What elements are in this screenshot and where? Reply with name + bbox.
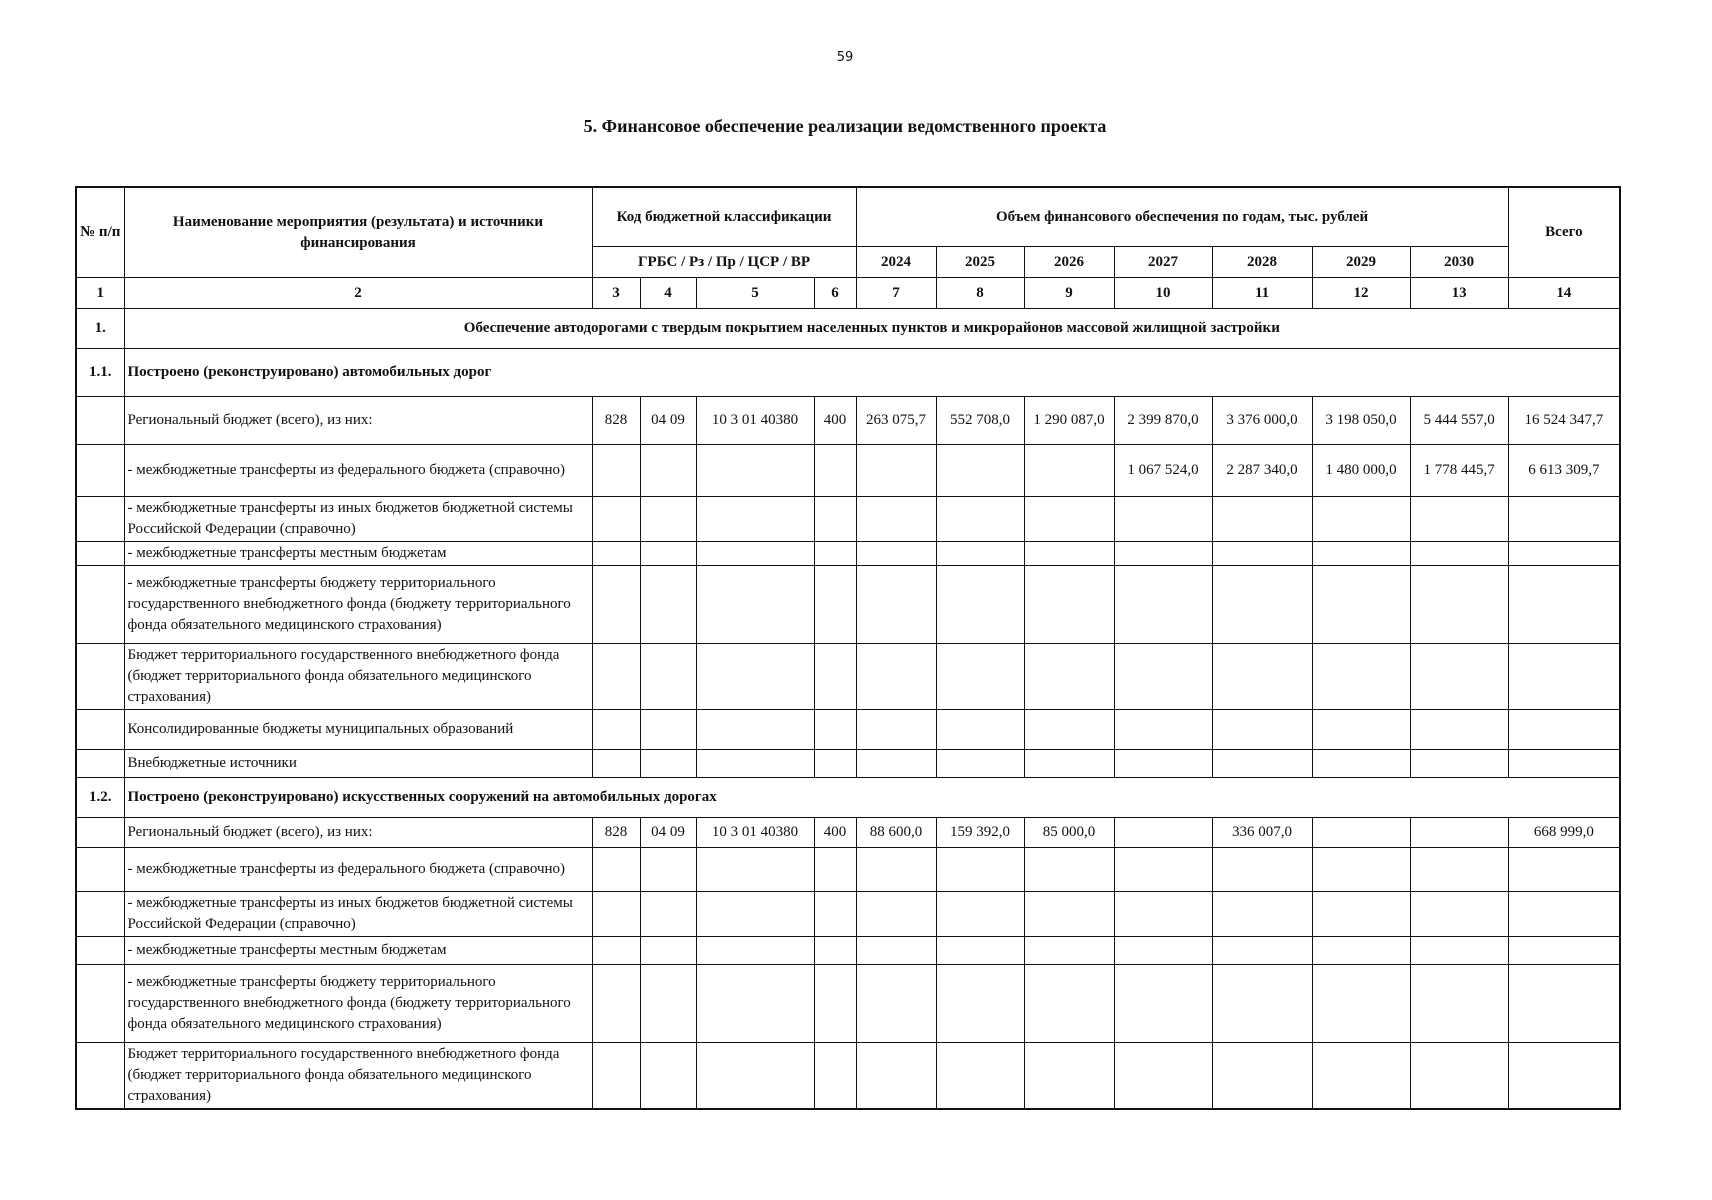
kbk-cell [640,497,696,542]
total-cell [1508,542,1620,566]
total-cell: 16 524 347,7 [1508,397,1620,445]
year-value-cell [936,445,1024,497]
row-num-cell [76,848,124,892]
kbk-cell: 04 09 [640,818,696,848]
year-value-cell [1114,644,1212,710]
row-source-name: Региональный бюджет (всего), из них: [124,818,592,848]
row-source-name: - межбюджетные трансферты местным бюджетам [124,542,592,566]
kbk-cell [814,1043,856,1110]
year-value-cell [1024,965,1114,1043]
year-value-cell [1410,965,1508,1043]
header-num: № п/п [76,187,124,278]
row-num-cell [76,965,124,1043]
year-value-cell [1212,497,1312,542]
kbk-cell [696,965,814,1043]
kbk-cell [640,750,696,778]
row-num-cell [76,750,124,778]
kbk-cell [696,892,814,937]
total-cell: 6 613 309,7 [1508,445,1620,497]
kbk-cell: 10 3 01 40380 [696,397,814,445]
kbk-cell [640,937,696,965]
kbk-cell [696,566,814,644]
year-value-cell [1312,497,1410,542]
header-year: 2027 [1114,247,1212,278]
col-number: 10 [1114,278,1212,309]
section-title: Обеспечение автодорогами с твердым покрытием населенных пунктов и микрорайонов массовой жилищной застройки [124,309,1620,349]
year-value-cell [856,497,936,542]
year-value-cell [1024,848,1114,892]
subsection-row [76,778,1620,818]
row-num-cell [76,542,124,566]
year-value-cell: 1 778 445,7 [1410,445,1508,497]
kbk-cell [696,644,814,710]
year-value-cell: 2 399 870,0 [1114,397,1212,445]
col-number: 2 [124,278,592,309]
row-num-cell [76,937,124,965]
year-value-cell [936,892,1024,937]
row-num-cell [76,566,124,644]
total-cell [1508,566,1620,644]
year-value-cell [856,750,936,778]
header-year: 2030 [1410,247,1508,278]
row-num-cell [76,1043,124,1110]
kbk-cell [640,710,696,750]
year-value-cell: 2 287 340,0 [1212,445,1312,497]
table-row [76,445,1620,497]
kbk-cell [696,497,814,542]
year-value-cell [1312,542,1410,566]
year-value-cell [1212,566,1312,644]
kbk-cell [640,965,696,1043]
total-cell: 668 999,0 [1508,818,1620,848]
total-cell [1508,644,1620,710]
row-source-name: Консолидированные бюджеты муниципальных образований [124,710,592,750]
year-value-cell [1410,818,1508,848]
year-value-cell [1312,965,1410,1043]
kbk-cell [696,750,814,778]
year-value-cell [1410,750,1508,778]
kbk-cell: 10 3 01 40380 [696,818,814,848]
kbk-cell [592,937,640,965]
year-value-cell [1212,644,1312,710]
row-num-cell [76,497,124,542]
header-year: 2029 [1312,247,1410,278]
year-value-cell [856,566,936,644]
year-value-cell: 159 392,0 [936,818,1024,848]
row-source-name: - межбюджетные трансферты из иных бюджетов бюджетной системы Российской Федерации (справочно) [124,497,592,542]
row-num-cell [76,892,124,937]
kbk-cell: 04 09 [640,397,696,445]
section-row [76,309,1620,349]
year-value-cell [1114,566,1212,644]
total-cell [1508,965,1620,1043]
header-volume: Объем финансового обеспечения по годам, тыс. рублей [856,187,1508,247]
subsection-row [76,349,1620,397]
year-value-cell: 88 600,0 [856,818,936,848]
total-cell [1508,937,1620,965]
year-value-cell [856,1043,936,1110]
row-source-name: - межбюджетные трансферты местным бюджетам [124,937,592,965]
kbk-cell [814,750,856,778]
year-value-cell [1312,710,1410,750]
year-value-cell [1410,937,1508,965]
table-row [76,397,1620,445]
year-value-cell [936,937,1024,965]
year-value-cell [1114,892,1212,937]
year-value-cell [936,1043,1024,1110]
year-value-cell: 336 007,0 [1212,818,1312,848]
table-row [76,965,1620,1043]
kbk-cell: 828 [592,397,640,445]
kbk-cell [814,892,856,937]
kbk-cell [592,566,640,644]
year-value-cell [1114,710,1212,750]
table-row [76,937,1620,965]
header-kbk: Код бюджетной классификации [592,187,856,247]
kbk-cell: 400 [814,397,856,445]
year-value-cell [1312,750,1410,778]
year-value-cell [1410,892,1508,937]
kbk-cell [592,542,640,566]
year-value-cell [1312,848,1410,892]
kbk-cell [592,710,640,750]
table-row [76,644,1620,710]
year-value-cell [1212,937,1312,965]
kbk-cell [814,542,856,566]
year-value-cell [936,750,1024,778]
year-value-cell [1212,542,1312,566]
page-title: 5. Финансовое обеспечение реализации ведомственного проекта [583,116,1107,136]
year-value-cell: 1 480 000,0 [1312,445,1410,497]
page-number: 59 [836,50,854,65]
kbk-cell [592,848,640,892]
year-value-cell [1212,892,1312,937]
kbk-cell [592,445,640,497]
year-value-cell [1114,965,1212,1043]
table-row [76,710,1620,750]
year-value-cell [856,848,936,892]
total-cell [1508,892,1620,937]
year-value-cell: 263 075,7 [856,397,936,445]
year-value-cell: 3 376 000,0 [1212,397,1312,445]
year-value-cell [1024,497,1114,542]
year-value-cell [1212,848,1312,892]
total-cell [1508,710,1620,750]
year-value-cell [1024,1043,1114,1110]
year-value-cell [1410,542,1508,566]
col-number: 8 [936,278,1024,309]
year-value-cell [1212,1043,1312,1110]
year-value-cell [1114,818,1212,848]
year-value-cell [1410,1043,1508,1110]
row-num-cell [76,445,124,497]
year-value-cell [936,644,1024,710]
year-value-cell [1312,818,1410,848]
row-source-name: Внебюджетные источники [124,750,592,778]
kbk-cell [640,1043,696,1110]
year-value-cell [1312,566,1410,644]
kbk-cell [814,566,856,644]
year-value-cell [1410,710,1508,750]
row-num-cell [76,397,124,445]
financing-table [75,186,1621,1110]
year-value-cell: 3 198 050,0 [1312,397,1410,445]
row-source-name: Бюджет территориального государственного внебюджетного фонда (бюджет территориального фонда обязательного медицинского страхования) [124,644,592,710]
total-cell [1508,750,1620,778]
total-cell [1508,848,1620,892]
table-row [76,542,1620,566]
kbk-cell: 400 [814,818,856,848]
col-number: 11 [1212,278,1312,309]
table-row [76,566,1620,644]
row-source-name: - межбюджетные трансферты из федерального бюджета (справочно) [124,445,592,497]
kbk-cell [696,1043,814,1110]
subsection-title: Построено (реконструировано) искусственных сооружений на автомобильных дорогах [124,778,1620,818]
year-value-cell [856,937,936,965]
year-value-cell [1024,750,1114,778]
year-value-cell [856,710,936,750]
kbk-cell [640,848,696,892]
col-number: 14 [1508,278,1620,309]
header-year: 2026 [1024,247,1114,278]
table-row [76,750,1620,778]
col-number: 4 [640,278,696,309]
kbk-cell [640,892,696,937]
col-number: 9 [1024,278,1114,309]
year-value-cell [1114,1043,1212,1110]
table-row [76,818,1620,848]
year-value-cell [1410,644,1508,710]
year-value-cell [1212,750,1312,778]
year-value-cell [1212,965,1312,1043]
row-source-name: Бюджет территориального государственного внебюджетного фонда (бюджет территориального фонда обязательного медицинского страхования) [124,1043,592,1110]
year-value-cell [936,542,1024,566]
kbk-cell [696,445,814,497]
kbk-cell [592,965,640,1043]
header-total: Всего [1508,187,1620,278]
year-value-cell: 552 708,0 [936,397,1024,445]
year-value-cell [1024,445,1114,497]
col-number: 3 [592,278,640,309]
kbk-cell [592,892,640,937]
row-num-cell [76,644,124,710]
year-value-cell [1312,937,1410,965]
year-value-cell [1114,848,1212,892]
year-value-cell [1114,497,1212,542]
kbk-cell [814,965,856,1043]
year-value-cell [856,965,936,1043]
header-year: 2024 [856,247,936,278]
year-value-cell [1114,937,1212,965]
kbk-cell [814,644,856,710]
year-value-cell [1410,497,1508,542]
year-value-cell [1024,542,1114,566]
subsection-num: 1.1. [76,349,124,397]
year-value-cell [1114,542,1212,566]
row-num-cell [76,710,124,750]
year-value-cell [1312,1043,1410,1110]
year-value-cell [1024,644,1114,710]
year-value-cell [856,644,936,710]
kbk-cell [814,710,856,750]
kbk-cell [814,497,856,542]
section-num: 1. [76,309,124,349]
table-row [76,848,1620,892]
total-cell [1508,497,1620,542]
year-value-cell [936,710,1024,750]
year-value-cell [1410,566,1508,644]
year-value-cell [1410,848,1508,892]
col-number: 13 [1410,278,1508,309]
kbk-cell [696,542,814,566]
kbk-cell [592,497,640,542]
col-number: 12 [1312,278,1410,309]
row-source-name: - межбюджетные трансферты бюджету территориального государственного внебюджетного фонда (бюджету территориального фонда обязательного медицинского страхования) [124,566,592,644]
row-num-cell [76,818,124,848]
kbk-cell [592,1043,640,1110]
year-value-cell [1024,710,1114,750]
table-row [76,497,1620,542]
kbk-cell [696,937,814,965]
year-value-cell [936,497,1024,542]
year-value-cell [1024,892,1114,937]
col-number: 5 [696,278,814,309]
kbk-cell [640,542,696,566]
kbk-cell [814,848,856,892]
header-name: Наименование мероприятия (результата) и источники финансирования [124,187,592,278]
kbk-cell [592,750,640,778]
table-body [76,309,1620,1110]
year-value-cell: 1 290 087,0 [1024,397,1114,445]
row-source-name: - межбюджетные трансферты из федерального бюджета (справочно) [124,848,592,892]
col-number: 1 [76,278,124,309]
col-number: 7 [856,278,936,309]
year-value-cell [1312,892,1410,937]
kbk-cell [640,644,696,710]
year-value-cell [856,892,936,937]
year-value-cell [936,566,1024,644]
subsection-title: Построено (реконструировано) автомобильных дорог [124,349,1620,397]
row-source-name: - межбюджетные трансферты бюджету территориального государственного внебюджетного фонда (бюджету территориального фонда обязательного медицинского страхования) [124,965,592,1043]
kbk-cell [640,445,696,497]
col-number: 6 [814,278,856,309]
header-year: 2028 [1212,247,1312,278]
kbk-cell: 828 [592,818,640,848]
header-kbk-sub: ГРБС / Рз / Пр / ЦСР / ВР [592,247,856,278]
year-value-cell: 85 000,0 [1024,818,1114,848]
year-value-cell [1114,750,1212,778]
year-value-cell [936,848,1024,892]
total-cell [1508,1043,1620,1110]
year-value-cell [1024,566,1114,644]
kbk-cell [696,848,814,892]
year-value-cell: 1 067 524,0 [1114,445,1212,497]
row-source-name: Региональный бюджет (всего), из них: [124,397,592,445]
year-value-cell [1024,937,1114,965]
kbk-cell [814,937,856,965]
kbk-cell [814,445,856,497]
year-value-cell [856,542,936,566]
year-value-cell [1212,710,1312,750]
table-row [76,1043,1620,1110]
header-year: 2025 [936,247,1024,278]
table-row [76,892,1620,937]
subsection-num: 1.2. [76,778,124,818]
year-value-cell [936,965,1024,1043]
year-value-cell: 5 444 557,0 [1410,397,1508,445]
kbk-cell [696,710,814,750]
year-value-cell [856,445,936,497]
year-value-cell [1312,644,1410,710]
kbk-cell [640,566,696,644]
row-source-name: - межбюджетные трансферты из иных бюджетов бюджетной системы Российской Федерации (справочно) [124,892,592,937]
kbk-cell [592,644,640,710]
